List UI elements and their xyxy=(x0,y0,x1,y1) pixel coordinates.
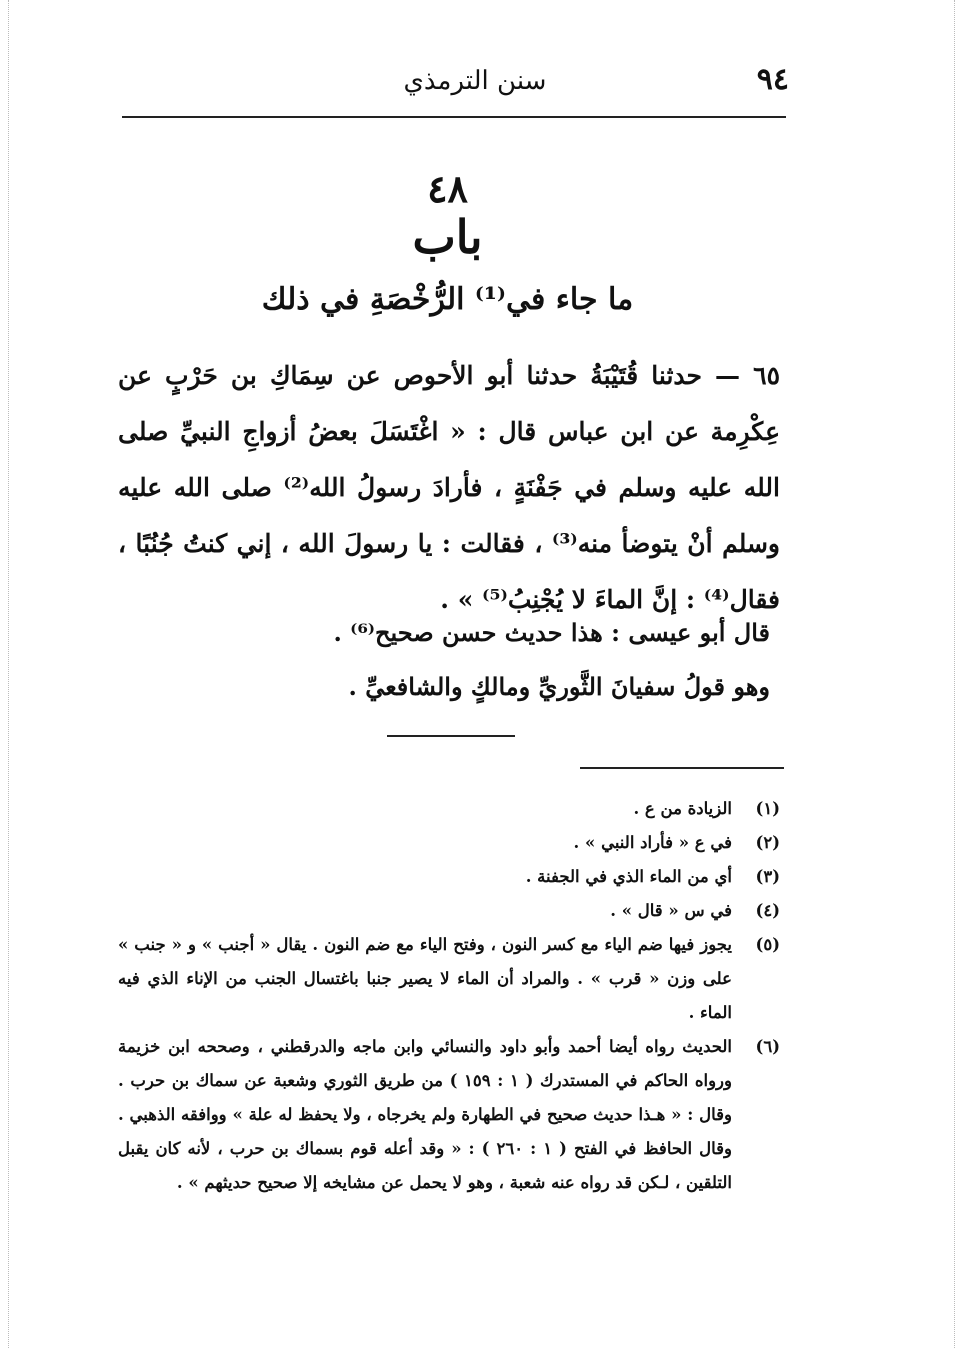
footnote xyxy=(118,928,780,1030)
chapter-subtitle: ما جاء في⁽¹⁾ الرُّخْصَةِ في ذلك xyxy=(261,282,634,317)
footnote-text: يجوز فيها ضم الياء مع كسر النون ، وفتح الياء مع ضم النون . يقال « أجنب » و « جنب » على وزن « قرب » . والمراد أن الماء لا يصير جنبا باغتسال الجنب من الإناء الذي فيه الماء . xyxy=(118,935,732,1022)
section-divider xyxy=(387,735,515,737)
footnote xyxy=(118,1030,780,1200)
footnote-number: (٢) xyxy=(755,833,780,852)
scan-border-right xyxy=(954,0,955,1348)
footnote xyxy=(118,894,780,928)
footnote-number: (٤) xyxy=(755,901,780,920)
footnotes xyxy=(118,792,780,1200)
footnote-text: الزيادة من ع . xyxy=(633,799,732,818)
header-rule xyxy=(122,116,786,118)
scholars-line: وهو قولُ سفيانَ الثَّوريِّ ومالكٍ والشافعيِّ . xyxy=(348,672,770,701)
page-number: ٩٤ xyxy=(756,62,789,97)
footnote-number: (٥) xyxy=(755,935,780,954)
grading-line: قال أبو عيسى : هذا حديث حسن صحيح⁽⁶⁾ . xyxy=(333,618,770,647)
footnote xyxy=(118,860,780,894)
footnote-text: أي من الماء الذي في الجفنة . xyxy=(525,867,732,886)
footnote xyxy=(118,826,780,860)
footnote-number: (١) xyxy=(755,799,780,818)
chapter-number: ٤٨ xyxy=(427,166,468,211)
footnote-text: في ع « فأراد النبي » . xyxy=(573,833,732,852)
footnote xyxy=(118,792,780,826)
footnote-rule xyxy=(580,767,784,769)
footnote-number: (٣) xyxy=(755,867,780,886)
footnote-number: (٦) xyxy=(755,1037,780,1056)
chapter-title: باب xyxy=(412,210,483,264)
hadith-text: ٦٥ — حدثنا قُتَيْبَةُ حدثنا أبو الأحوص عن سِمَاكِ بن حَرْبٍ عن عِكْرِمة عن ابن عباس قال : « اغْتَسَلَ بعضُ أزواجِ النبيِّ صلى الله عليه وسلم في جَفْنَةٍ ، فأرادَ رسولُ الله⁽²⁾ صلى الله عليه وسلم أنْ يتوضأ منه⁽³⁾ ، فقالت : يا رسولَ الله ، إني كنتُ جُنُبًا ، فقال⁽⁴⁾ : إنَّ الماءَ لا يُجْنِبُ⁽⁵⁾ » . xyxy=(118,361,780,614)
footnote-text: الحديث رواه أيضا أحمد وأبو داود والنسائي وابن ماجه والدرقطني ، وصححه ابن خزيمة ورواه الحاكم في المستدرك ( ١ : ١٥٩ ) من طريق الثوري وشعبة عن سماك بن حرب . وقال : « هـذا حديث صحيح في الطهارة ولم يخرجاه ، ولا يحفظ له علة » ووافقه الذهبي . وقال الحافظ في الفتح ( ١ : ٢٦٠ ) : « وقد أعله قوم بسماك بن حرب ، لأنه كان يقبل التلقين ، لـكن قد رواه عنه شعبة ، وهو لا يحمل عن مشايخه إلا صحيح حديثهم » . xyxy=(118,1037,733,1192)
footnote-text: في س « قال » . xyxy=(610,901,732,920)
running-header-title: سنن الترمذي xyxy=(403,66,547,96)
